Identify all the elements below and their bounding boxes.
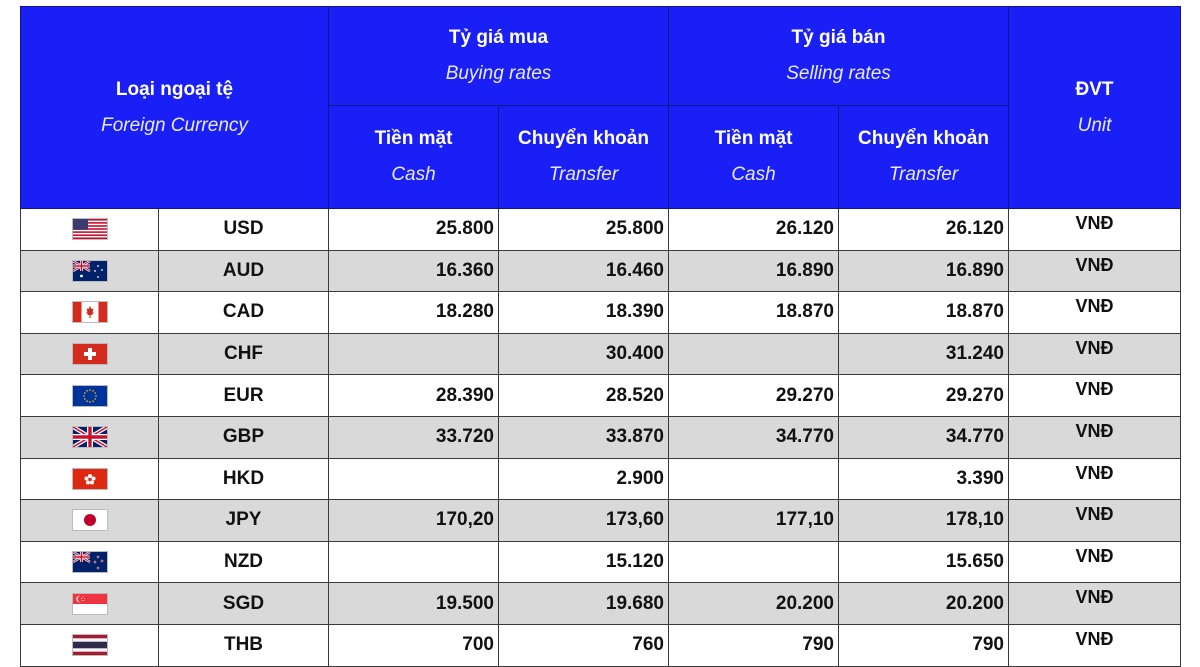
buy-cash-value: 16.360 <box>329 250 499 292</box>
currency-code: EUR <box>159 375 329 417</box>
buy-cash-value <box>329 458 499 500</box>
flag-cell <box>21 250 159 292</box>
unit-value: VNĐ <box>1009 458 1181 500</box>
rate-rows <box>21 209 1181 667</box>
table-row <box>21 458 1181 500</box>
exchange-rate-table <box>20 6 1181 667</box>
unit-header-en: Unit <box>1077 114 1112 136</box>
jp-flag-icon <box>72 509 108 531</box>
buy-transfer-value: 2.900 <box>499 458 669 500</box>
buy-cash-value: 18.280 <box>329 292 499 334</box>
buy-cash-value <box>329 541 499 583</box>
selling-rates-header <box>669 7 1009 106</box>
table-row <box>21 541 1181 583</box>
unit-value: VNĐ <box>1009 292 1181 334</box>
sg-flag-icon <box>72 593 108 615</box>
unit-value: VNĐ <box>1009 209 1181 251</box>
unit-header-vi: ĐVT <box>1075 78 1114 100</box>
flag-cell <box>21 209 159 251</box>
sell-transfer-header <box>839 106 1009 209</box>
unit-header <box>1009 7 1181 209</box>
flag-cell <box>21 292 159 334</box>
flag-cell <box>21 624 159 666</box>
au-flag-icon <box>72 260 108 282</box>
sell-transfer-en: Transfer <box>888 164 959 185</box>
buying-rates-header <box>329 7 669 106</box>
buy-transfer-value: 15.120 <box>499 541 669 583</box>
unit-value: VNĐ <box>1009 416 1181 458</box>
sell-transfer-vi: Chuyển khoản <box>858 128 989 149</box>
buy-transfer-value: 173,60 <box>499 500 669 542</box>
flag-cell <box>21 500 159 542</box>
sell-cash-value: 16.890 <box>669 250 839 292</box>
buy-cash-value: 19.500 <box>329 583 499 625</box>
buy-cash-value: 700 <box>329 624 499 666</box>
unit-value: VNĐ <box>1009 541 1181 583</box>
currency-code: GBP <box>159 416 329 458</box>
buy-transfer-value: 25.800 <box>499 209 669 251</box>
table-row <box>21 250 1181 292</box>
buy-transfer-vi: Chuyển khoản <box>518 128 649 149</box>
currency-header-en: Foreign Currency <box>101 114 248 136</box>
sell-transfer-value: 15.650 <box>839 541 1009 583</box>
sell-transfer-value: 3.390 <box>839 458 1009 500</box>
sell-transfer-value: 20.200 <box>839 583 1009 625</box>
flag-cell <box>21 375 159 417</box>
sell-cash-value: 177,10 <box>669 500 839 542</box>
unit-value: VNĐ <box>1009 333 1181 375</box>
currency-code: AUD <box>159 250 329 292</box>
sell-cash-value: 34.770 <box>669 416 839 458</box>
unit-value: VNĐ <box>1009 583 1181 625</box>
table-row <box>21 375 1181 417</box>
buy-transfer-en: Transfer <box>548 164 619 185</box>
us-flag-icon <box>72 218 108 240</box>
exchange-rate-table-container <box>20 6 1180 667</box>
sell-transfer-value: 31.240 <box>839 333 1009 375</box>
buy-cash-value: 28.390 <box>329 375 499 417</box>
th-flag-icon <box>72 634 108 656</box>
sell-cash-value <box>669 541 839 583</box>
buy-transfer-value: 16.460 <box>499 250 669 292</box>
buying-header-en: Buying rates <box>445 63 552 84</box>
sell-cash-vi: Tiền mặt <box>714 128 793 149</box>
nz-flag-icon <box>72 551 108 573</box>
sell-cash-value <box>669 458 839 500</box>
currency-code: CHF <box>159 333 329 375</box>
buy-transfer-value: 30.400 <box>499 333 669 375</box>
unit-value: VNĐ <box>1009 500 1181 542</box>
sell-transfer-value: 18.870 <box>839 292 1009 334</box>
ca-flag-icon <box>72 301 108 323</box>
table-row <box>21 209 1181 251</box>
currency-code: SGD <box>159 583 329 625</box>
buy-cash-header <box>329 106 499 209</box>
unit-value: VNĐ <box>1009 250 1181 292</box>
table-row <box>21 624 1181 666</box>
hk-flag-icon <box>72 468 108 490</box>
flag-cell <box>21 416 159 458</box>
sell-cash-header <box>669 106 839 209</box>
table-row <box>21 583 1181 625</box>
buy-cash-value: 170,20 <box>329 500 499 542</box>
sell-cash-en: Cash <box>731 164 776 185</box>
sell-cash-value: 18.870 <box>669 292 839 334</box>
buy-cash-value <box>329 333 499 375</box>
ch-flag-icon <box>72 343 108 365</box>
sell-transfer-value: 16.890 <box>839 250 1009 292</box>
flag-cell <box>21 541 159 583</box>
currency-header-vi: Loại ngoại tệ <box>115 78 234 100</box>
buy-cash-value: 25.800 <box>329 209 499 251</box>
flag-cell <box>21 458 159 500</box>
buy-cash-en: Cash <box>391 164 436 185</box>
currency-code: NZD <box>159 541 329 583</box>
sell-transfer-value: 34.770 <box>839 416 1009 458</box>
sell-transfer-value: 790 <box>839 624 1009 666</box>
buying-header-vi: Tỷ giá mua <box>448 27 549 48</box>
selling-header-vi: Tỷ giá bán <box>791 27 886 48</box>
unit-value: VNĐ <box>1009 375 1181 417</box>
buy-transfer-value: 18.390 <box>499 292 669 334</box>
buy-transfer-header <box>499 106 669 209</box>
currency-code: USD <box>159 209 329 251</box>
buy-cash-vi: Tiền mặt <box>374 128 453 149</box>
gb-flag-icon <box>72 426 108 448</box>
buy-transfer-value: 28.520 <box>499 375 669 417</box>
table-row <box>21 416 1181 458</box>
buy-transfer-value: 33.870 <box>499 416 669 458</box>
flag-cell <box>21 583 159 625</box>
flag-cell <box>21 333 159 375</box>
sell-cash-value: 790 <box>669 624 839 666</box>
sell-cash-value: 26.120 <box>669 209 839 251</box>
currency-header <box>21 7 329 209</box>
buy-transfer-value: 760 <box>499 624 669 666</box>
currency-code: HKD <box>159 458 329 500</box>
currency-code: CAD <box>159 292 329 334</box>
eu-flag-icon <box>72 385 108 407</box>
unit-value: VNĐ <box>1009 624 1181 666</box>
sell-transfer-value: 29.270 <box>839 375 1009 417</box>
buy-cash-value: 33.720 <box>329 416 499 458</box>
sell-cash-value: 20.200 <box>669 583 839 625</box>
table-row <box>21 500 1181 542</box>
selling-header-en: Selling rates <box>786 63 891 84</box>
sell-cash-value <box>669 333 839 375</box>
sell-cash-value: 29.270 <box>669 375 839 417</box>
currency-code: JPY <box>159 500 329 542</box>
sell-transfer-value: 26.120 <box>839 209 1009 251</box>
buy-transfer-value: 19.680 <box>499 583 669 625</box>
currency-code: THB <box>159 624 329 666</box>
table-row <box>21 292 1181 334</box>
table-row <box>21 333 1181 375</box>
sell-transfer-value: 178,10 <box>839 500 1009 542</box>
